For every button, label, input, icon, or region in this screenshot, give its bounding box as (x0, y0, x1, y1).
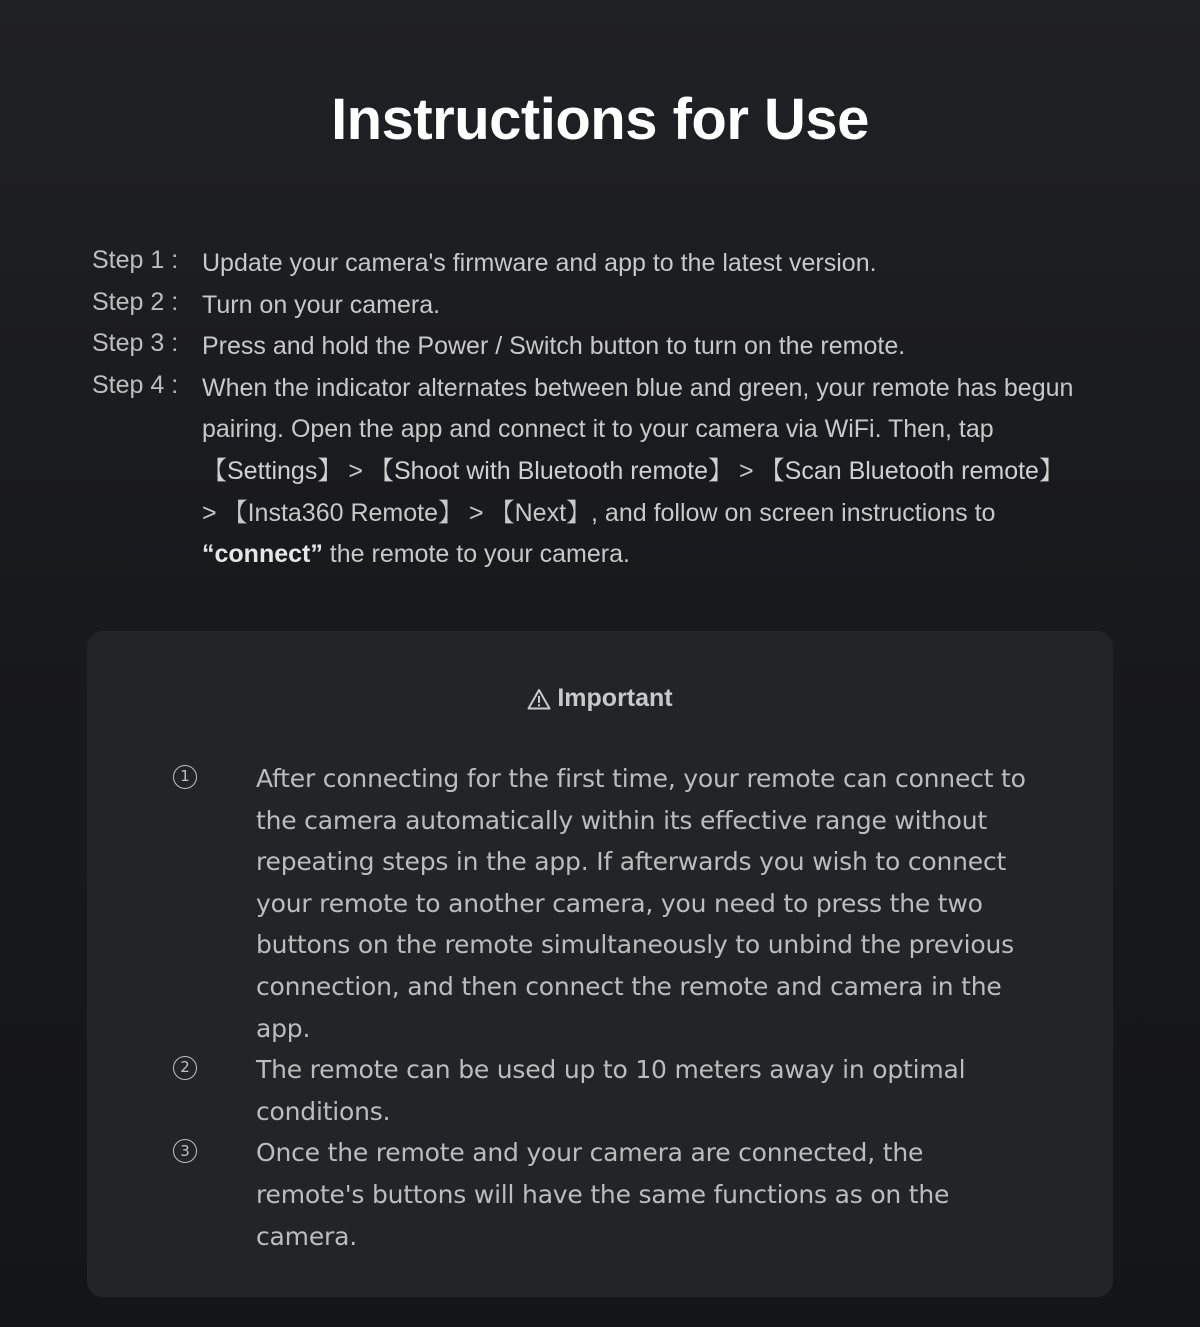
step-4-intro: When the indicator alternates between blue and green, your remote has begun pairing. Open the app and connect it to your camera via WiFi. Then, tap (202, 373, 1074, 444)
step-text: Press and hold the Power / Switch button to turn on the remote. (202, 332, 906, 361)
menu-separator: > (348, 456, 363, 485)
important-heading-text: Important (557, 684, 673, 712)
important-notes-list (173, 758, 1033, 1257)
note-text: After connecting for the first time, your remote can connect to the camera automatically within its effective range without repeating steps in the app. If afterwards you wish to connect your remote to another camera, you need to press the two buttons on the remote simultaneously to unbind the previous connection, and then connect the remote and camera in the app. (256, 764, 1026, 1043)
menu-separator: > (469, 498, 484, 527)
step-label: Step 1 : (92, 246, 179, 274)
step-1 (92, 243, 1122, 285)
menu-separator: > (202, 498, 217, 527)
note-item-3 (173, 1132, 1033, 1257)
menu-settings: 【Settings】 (202, 456, 343, 485)
step-2 (92, 285, 1122, 327)
step-text: Update your camera's firmware and app to the latest version. (202, 249, 877, 277)
circled-number: 2 (173, 1056, 197, 1080)
note-number (173, 1049, 256, 1091)
note-text: Once the remote and your camera are connected, the remote's buttons will have the same functions as on the camera. (256, 1138, 950, 1251)
menu-next: 【Next】 (489, 498, 592, 527)
important-heading (87, 681, 1113, 715)
menu-shoot-with-bluetooth-remote: 【Shoot with Bluetooth remote】 (368, 456, 734, 485)
step-4 (92, 368, 1122, 576)
step-label: Step 2 : (92, 287, 179, 316)
page-title: Instructions for Use (331, 87, 869, 152)
step-label: Step 3 : (92, 329, 179, 358)
steps-list (92, 243, 1122, 576)
step-4-after-path: , and follow on screen instructions to (591, 498, 996, 527)
warning-triangle-icon (527, 688, 551, 710)
circled-number: 3 (173, 1139, 197, 1163)
step-text (202, 368, 1122, 576)
menu-insta360-remote: 【Insta360 Remote】 (222, 498, 464, 527)
menu-path (202, 451, 1122, 493)
menu-path-continued (202, 499, 995, 527)
note-number (173, 758, 256, 800)
step-4-end: the remote to your camera. (322, 540, 630, 569)
note-text: The remote can be used up to 10 meters away in optimal conditions. (256, 1055, 966, 1126)
important-card (87, 631, 1113, 1297)
menu-separator: > (739, 456, 754, 485)
step-3 (92, 326, 1122, 368)
note-number (173, 1132, 256, 1174)
step-label: Step 4 : (92, 370, 179, 399)
step-text: Turn on your camera. (202, 290, 441, 319)
note-item-1 (173, 758, 1033, 1049)
menu-scan-bluetooth-remote: 【Scan Bluetooth remote】 (759, 456, 1064, 485)
circled-number: 1 (173, 765, 197, 789)
note-item-2 (173, 1049, 1033, 1132)
connect-emphasis: “connect” (202, 540, 323, 569)
